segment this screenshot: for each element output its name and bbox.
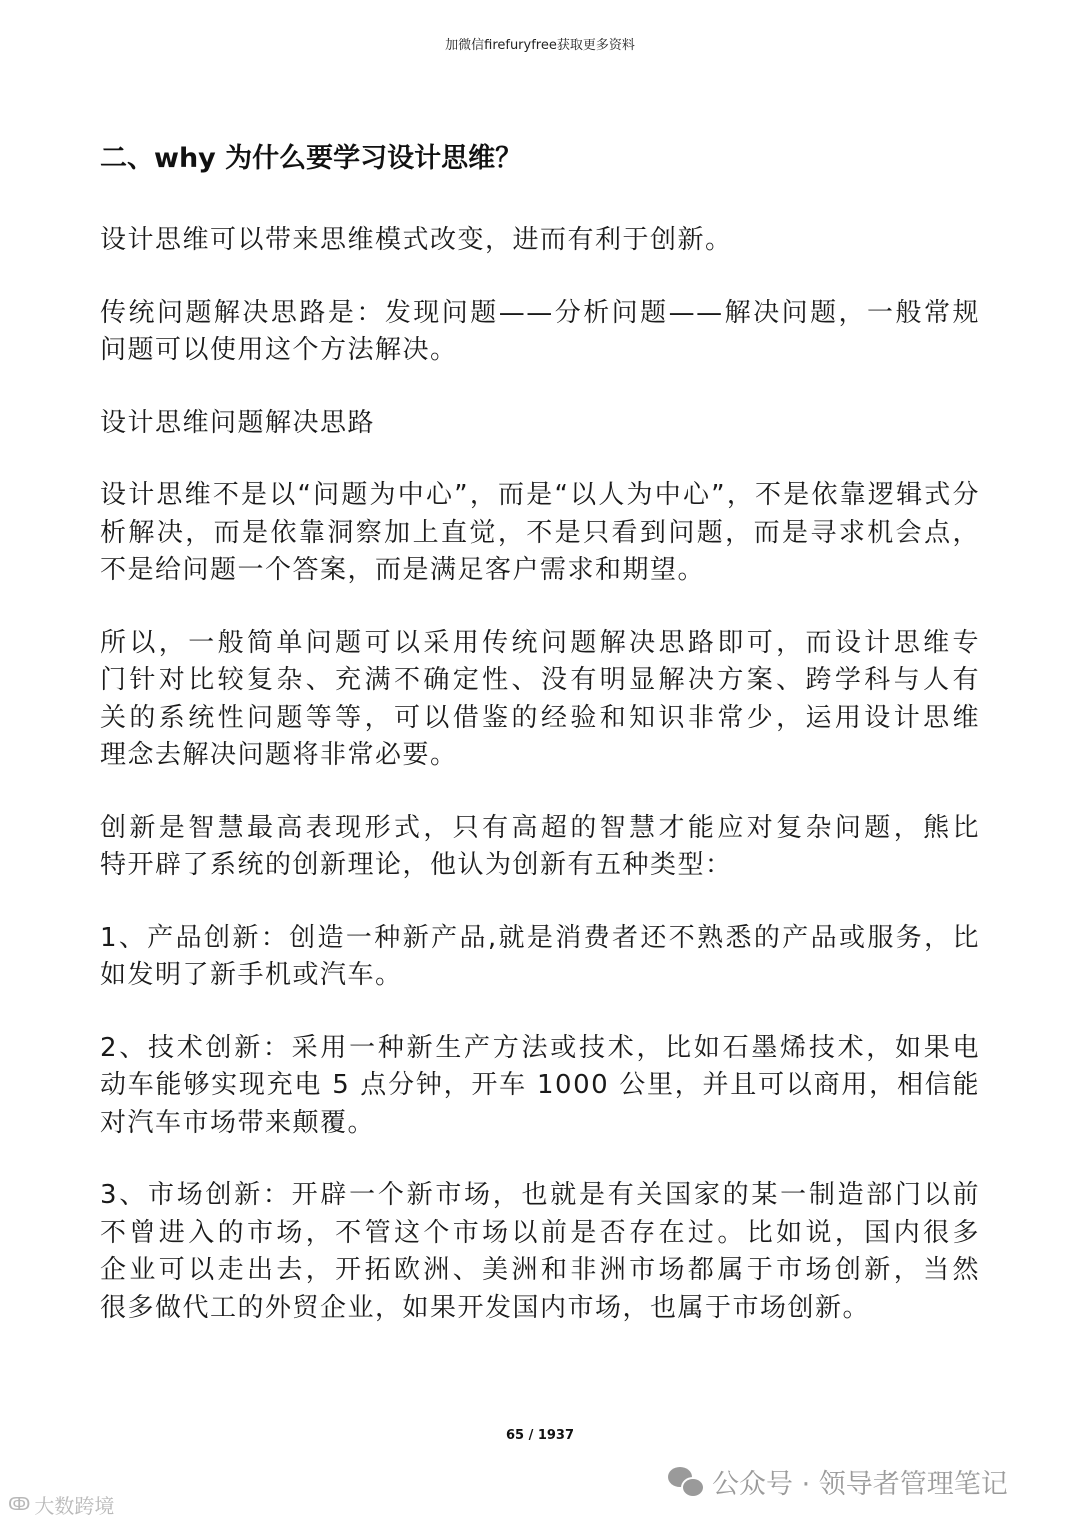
paragraph bbox=[100, 810, 980, 885]
text-line: 如发明了新手机或汽车。 bbox=[100, 960, 403, 990]
text-line: 1、产品创新：创造一种新产品,就是消费者还不熟悉的产品或服务，比 bbox=[100, 922, 980, 953]
text-line: 创新是智慧最高表现形式，只有高超的智慧才能应对复杂问题，熊比 bbox=[100, 812, 980, 843]
paragraph bbox=[100, 477, 980, 590]
text-line: 2、技术创新：采用一种新生产方法或技术，比如石墨烯技术，如果电 bbox=[100, 1032, 980, 1063]
text-line: 析解决，而是依靠洞察加上直觉，不是只看到问题，而是寻求机会点， bbox=[100, 517, 980, 548]
paragraph bbox=[100, 295, 980, 370]
paragraph bbox=[100, 1177, 980, 1327]
wechat-watermark bbox=[668, 1462, 1008, 1501]
text-line: 门针对比较复杂、充满不确定性、没有明显解决方案、跨学科与人有 bbox=[100, 665, 980, 695]
paragraph bbox=[100, 222, 980, 260]
text-line: 特开辟了系统的创新理论，他认为创新有五种类型： bbox=[100, 850, 733, 880]
text-line: 3、市场创新：开辟一个新市场，也就是有关国家的某一制造部门以前 bbox=[100, 1180, 980, 1210]
paragraph bbox=[100, 1030, 980, 1143]
text-line: 很多做代工的外贸企业，如果开发国内市场，也属于市场创新。 bbox=[100, 1292, 871, 1323]
watermark-text: 公众号 · 领导者管理笔记 bbox=[712, 1469, 1008, 1500]
text-line: 动车能够实现充电 5 点分钟，开车 1000 公里，并且可以商用，相信能 bbox=[100, 1070, 980, 1100]
paragraph bbox=[100, 920, 980, 995]
document-body bbox=[100, 222, 980, 1362]
text-line: 所以，一般简单问题可以采用传统问题解决思路即可，而设计思维专 bbox=[100, 627, 980, 658]
brand-watermark bbox=[8, 1490, 114, 1519]
text-line: 理念去解决问题将非常必要。 bbox=[100, 740, 458, 770]
text-line: 企业可以走出去，开拓欧洲、美洲和非洲市场都属于市场创新，当然 bbox=[100, 1255, 980, 1285]
paragraph bbox=[100, 405, 980, 443]
section-title: 二、why 为什么要学习设计思维？ bbox=[100, 143, 523, 174]
text-line: 问题可以使用这个方法解决。 bbox=[100, 335, 458, 365]
text-line: 设计思维问题解决思路 bbox=[100, 407, 376, 438]
text-line: 对汽车市场带来颠覆。 bbox=[100, 1107, 376, 1138]
wechat-icon bbox=[668, 1467, 704, 1497]
text-line: 不曾进入的市场，不管这个市场以前是否存在过。比如说，国内很多 bbox=[100, 1217, 980, 1248]
page-number: 65 / 1937 bbox=[505, 1428, 575, 1443]
paragraph bbox=[100, 625, 980, 775]
page-header: 加微信firefuryfree获取更多资料 bbox=[445, 38, 635, 53]
text-line: 设计思维可以带来思维模式改变，进而有利于创新。 bbox=[100, 225, 733, 255]
text-line: 关的系统性问题等等，可以借鉴的经验和知识非常少，运用设计思维 bbox=[100, 702, 980, 733]
text-line: 传统问题解决思路是：发现问题——分析问题——解决问题，一般常规 bbox=[100, 297, 980, 328]
logo-icon: ↂ bbox=[8, 1494, 31, 1515]
brand-text: 大数跨境 bbox=[34, 1494, 115, 1518]
text-line: 设计思维不是以“问题为中心”，而是“以人为中心”，不是依靠逻辑式分 bbox=[100, 480, 980, 510]
text-line: 不是给问题一个答案，而是满足客户需求和期望。 bbox=[100, 555, 706, 585]
